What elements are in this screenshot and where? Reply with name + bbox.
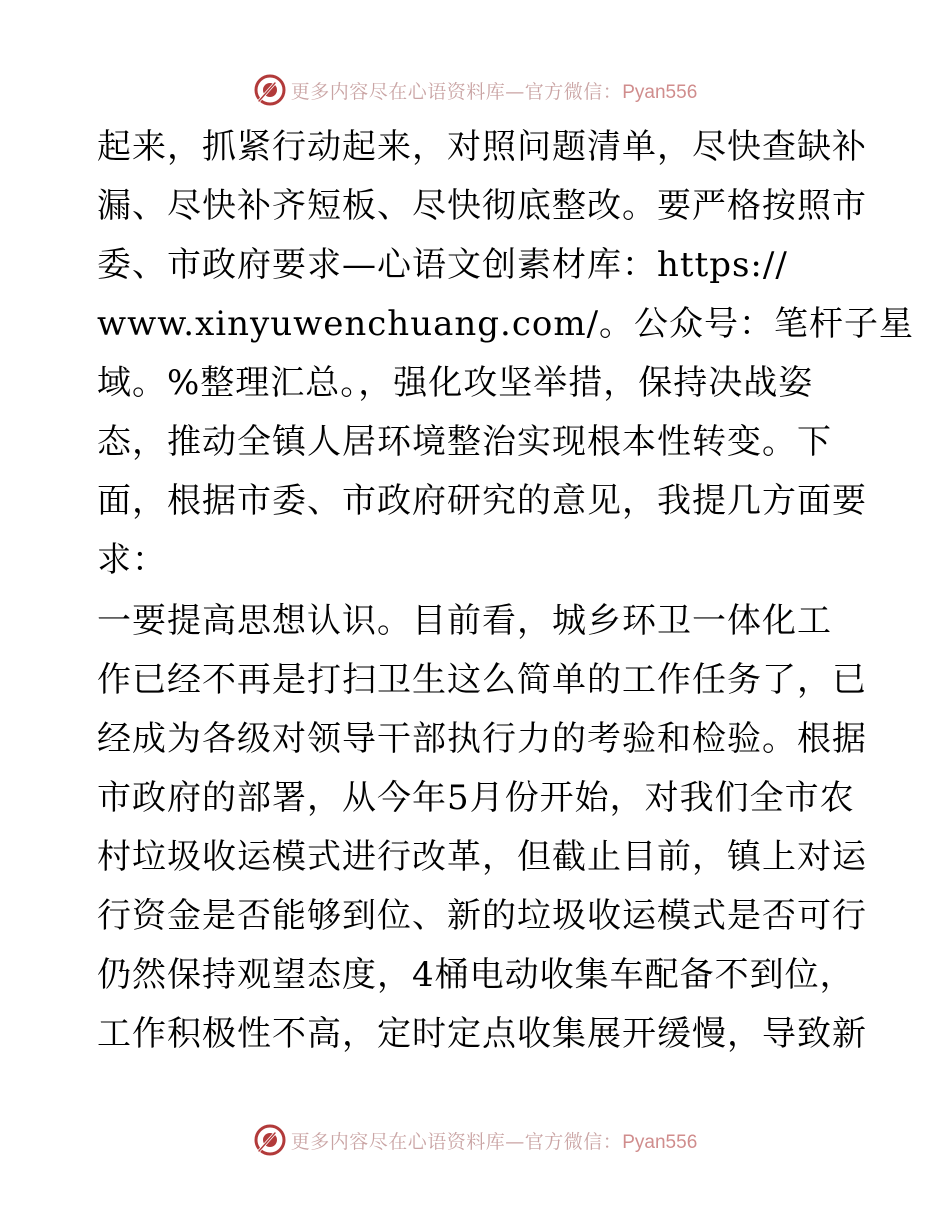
text-line: 村垃圾收运模式进行改革，但截止目前，镇上对运 xyxy=(97,837,867,877)
text-line: 作已经不再是打扫卫生这么简单的工作任务了，已 xyxy=(97,660,867,700)
paragraph xyxy=(97,118,915,590)
text-line: 面，根据市委、市政府研究的意见，我提几方面要 xyxy=(97,481,867,521)
brand-logo-icon xyxy=(253,1123,287,1157)
header-wechat-id: Pyan556 xyxy=(622,81,698,103)
text-line: 漏、尽快补齐短板、尽快彻底整改。要严格按照市 xyxy=(97,186,867,226)
text-line: 一要提高思想认识。目前看，城乡环卫一体化工 xyxy=(97,601,832,641)
text-line: 求： xyxy=(97,540,167,580)
text-line: 仍然保持观望态度，4桶电动收集车配备不到位， xyxy=(97,955,855,995)
text-line: 起来，抓紧行动起来，对照问题清单，尽快查缺补 xyxy=(97,127,867,167)
text-line: 工作积极性不高，定时定点收集展开缓慢，导致新 xyxy=(97,1014,867,1054)
footer-banner xyxy=(0,1120,950,1160)
text-line: 市政府的部署，从今年5月份开始，对我们全市农 xyxy=(97,778,855,818)
footer-banner-text: 更多内容尽在心语资料库—官方微信：Pyan556 xyxy=(290,1130,698,1153)
text-line: 态，推动全镇人居环境整治实现根本性转变。下 xyxy=(97,422,832,462)
paragraph xyxy=(97,592,867,1064)
header-banner xyxy=(0,70,950,110)
text-line: 域。%整理汇总。，强化攻坚举措，保持决战姿 xyxy=(97,363,814,403)
footer-wechat-id: Pyan556 xyxy=(622,1131,698,1153)
text-line: 经成为各级对领导干部执行力的考验和检验。根据 xyxy=(97,719,867,759)
text-line: 委、市政府要求—心语文创素材库：https:// xyxy=(97,245,788,285)
document-body xyxy=(97,118,915,1064)
text-line: www.xinyuwenchuang.com/。公众号：笔杆子星 xyxy=(97,304,915,344)
header-banner-text: 更多内容尽在心语资料库—官方微信：Pyan556 xyxy=(290,80,698,103)
text-line: 行资金是否能够到位、新的垃圾收运模式是否可行 xyxy=(97,896,867,936)
brand-logo-icon xyxy=(253,73,287,107)
